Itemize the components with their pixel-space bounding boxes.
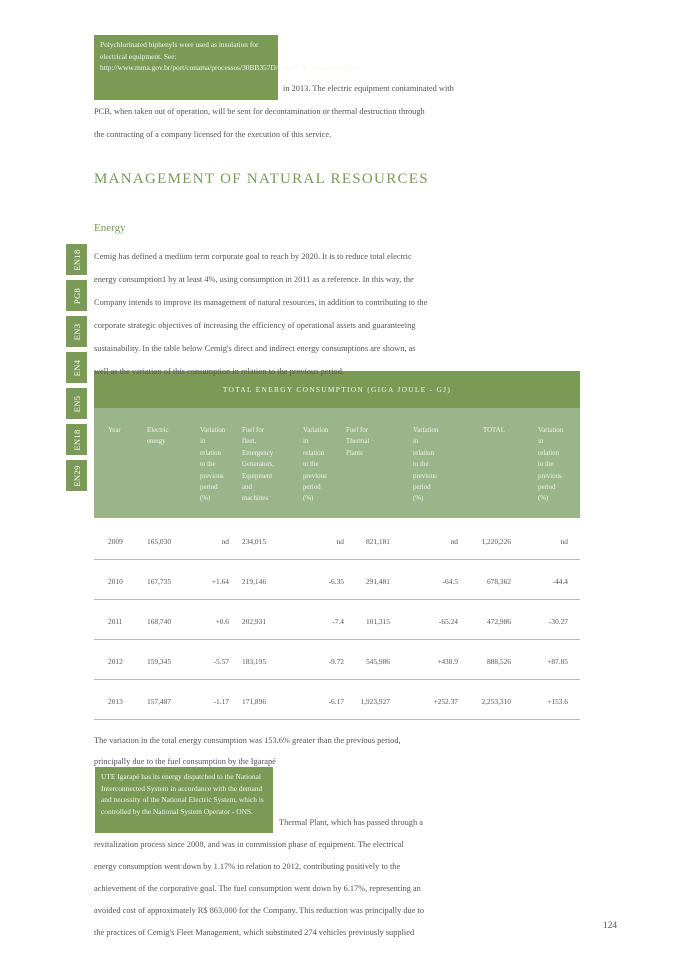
intro-line: PCB, when taken out of operation, will be sent for decontamination or thermal destruction through [94, 107, 425, 116]
table-cell: -6.17 [328, 697, 344, 706]
table-cell: nd [450, 537, 458, 546]
side-tab[interactable] [66, 352, 87, 383]
table-cell: 101,315 [365, 617, 390, 626]
side-tab-label: EN5 [71, 395, 82, 412]
table-cell: +87.85 [547, 657, 568, 666]
table-cell: 821,181 [365, 537, 390, 546]
table-row [94, 657, 580, 697]
section-title: MANAGEMENT OF NATURAL RESOURCES [94, 171, 429, 187]
table-cell: +0.6 [215, 617, 229, 626]
footnote-pcb: Polychlorinated biphenyls were used as insulation for electrical equipment. See: http://www.mma.gov.br/port/conama/processos/30BB357D/GuiaPCB_VersaoFinal2.pdf [94, 35, 278, 100]
intro-line: in 2013. The electric equipment contaminated with [283, 84, 454, 93]
table-cell: nd [336, 537, 344, 546]
row-divider [94, 599, 580, 600]
side-tab[interactable] [66, 388, 87, 419]
closing-line: the practices of Cemig's Fleet Management, which substituted 274 vehicles previously supplied [94, 928, 415, 937]
side-tab[interactable] [66, 460, 87, 491]
table-cell: +1.64 [211, 577, 229, 586]
table-cell: -5.57 [213, 657, 229, 666]
table-cell: 472,986 [486, 617, 511, 626]
table-cell: +252.37 [433, 697, 458, 706]
body-line: well as the variation of this consumption in relation to the previous period. [94, 367, 345, 376]
table-cell: 159,345 [147, 657, 172, 666]
side-tab-label: PG8 [71, 287, 82, 304]
row-divider [94, 719, 580, 720]
closing-line: avoided cost of approximately R$ 863,000 for the Company. This reduction was principally due to [94, 906, 425, 915]
table-cell: 183,195 [242, 657, 267, 666]
side-tab-label: EN4 [71, 359, 82, 376]
table-cell: 202,931 [242, 617, 267, 626]
after-table-line: The variation in the total energy consumption was 153.6% greater than the previous period, [94, 736, 401, 745]
table-cell: 2011 [108, 617, 123, 626]
side-tab-label: EN18 [71, 248, 82, 271]
subsection-title: Energy [94, 222, 126, 234]
row-divider [94, 679, 580, 680]
table-cell: -7.4 [332, 617, 344, 626]
table-cell: 1,923,927 [360, 697, 390, 706]
body-line: Company intends to improve its management of natural resources, in addition to contributing to the [94, 298, 428, 307]
table-cell: 2013 [108, 697, 123, 706]
side-tab-label: EN29 [71, 464, 82, 487]
table-row [94, 617, 580, 657]
table-cell: -6.35 [328, 577, 344, 586]
page-number: 124 [603, 921, 618, 931]
table-row [94, 577, 580, 617]
table-cell: -64.5 [442, 577, 458, 586]
side-tab[interactable] [66, 280, 87, 311]
column-header: Year [108, 427, 121, 434]
side-tabs [66, 244, 87, 496]
side-tab[interactable] [66, 244, 87, 275]
table-cell: 1,220,226 [481, 537, 511, 546]
column-header: Fuel for Thermal Plants [346, 427, 370, 457]
table-cell: nd [221, 537, 229, 546]
body-line: Cemig has defined a medium term corporate goal to reach by 2020. It is to reduce total electric [94, 252, 412, 261]
table-cell: 2010 [108, 577, 123, 586]
table-row [94, 537, 580, 577]
closing-line: energy consumption went down by 1.17% in relation to 2012, contributing positively to the [94, 862, 401, 871]
table-cell: 234,015 [242, 537, 267, 546]
table-cell: 545,986 [365, 657, 390, 666]
table-cell: -30.27 [548, 617, 568, 626]
table-cell: +438.9 [437, 657, 458, 666]
table-cell: -9.72 [328, 657, 344, 666]
table-title: TOTAL ENERGY CONSUMPTION (GIGA JOULE - GJ) [94, 371, 580, 408]
column-header: TOTAL [483, 427, 505, 434]
row-divider [94, 559, 580, 560]
table-cell: -1.17 [213, 697, 229, 706]
column-header: Fuel for fleet, Emergency Generators, Equipment and machines [242, 427, 274, 503]
column-header: Variation in relation to the previous period (%) [413, 427, 439, 503]
table-cell: 888,526 [486, 657, 511, 666]
column-header: Variation in relation to the previous period (%) [538, 427, 564, 503]
side-tab-label: EN18 [71, 428, 82, 451]
closing-line: revitalization process since 2008, and was in commission phase of equipment. The electrical [94, 840, 404, 849]
table-cell: 171,896 [242, 697, 267, 706]
footnote-ute: UTE Igarapé has its energy dispatched to the National Interconnected System in accordance with the demand and necessity of the National Electric System, which is controlled by the National System Operator - ONS. [95, 767, 273, 833]
table-cell: -44.4 [552, 577, 568, 586]
table-cell: +153.6 [547, 697, 568, 706]
table-cell: 157,487 [147, 697, 172, 706]
table-cell: 165,030 [147, 537, 172, 546]
closing-line: achievement of the corporative goal. The fuel consumption went down by 6.17%, representing an [94, 884, 421, 893]
table-cell: 678,362 [486, 577, 511, 586]
table-cell: 167,735 [147, 577, 172, 586]
body-line: corporate strategic objectives of increasing the efficiency of operational assets and guaranteeing [94, 321, 416, 330]
column-header: Electric energy [147, 427, 169, 446]
column-header: Variation in relation to the previous period (%) [200, 427, 226, 503]
table-header [94, 408, 580, 518]
side-tab[interactable] [66, 424, 87, 455]
column-header: Variation in relation to the previous period (%) [303, 427, 329, 503]
table-cell: nd [560, 537, 568, 546]
table-cell: 2012 [108, 657, 123, 666]
table-cell: 2009 [108, 537, 123, 546]
table-cell: 2,253,310 [481, 697, 511, 706]
body-line: energy consumption1 by at least 4%, using consumption in 2011 as a reference. In this way, the [94, 275, 414, 284]
table-cell: 168,740 [147, 617, 172, 626]
table-cell: 219,146 [242, 577, 267, 586]
row-divider [94, 639, 580, 640]
body-line: sustainability. In the table below Cemig's direct and indirect energy consumptions are shown, as [94, 344, 416, 353]
table-cell: -65.24 [438, 617, 458, 626]
side-tab[interactable] [66, 316, 87, 347]
table-cell: 291,481 [365, 577, 390, 586]
side-tab-label: EN3 [71, 323, 82, 340]
ute-line: Thermal Plant, which has passed through a [279, 818, 423, 827]
intro-line: the contracting of a company licensed for the execution of this service. [94, 130, 332, 139]
after-table-line: principally due to the fuel consumption by the Igarapé [94, 757, 276, 766]
